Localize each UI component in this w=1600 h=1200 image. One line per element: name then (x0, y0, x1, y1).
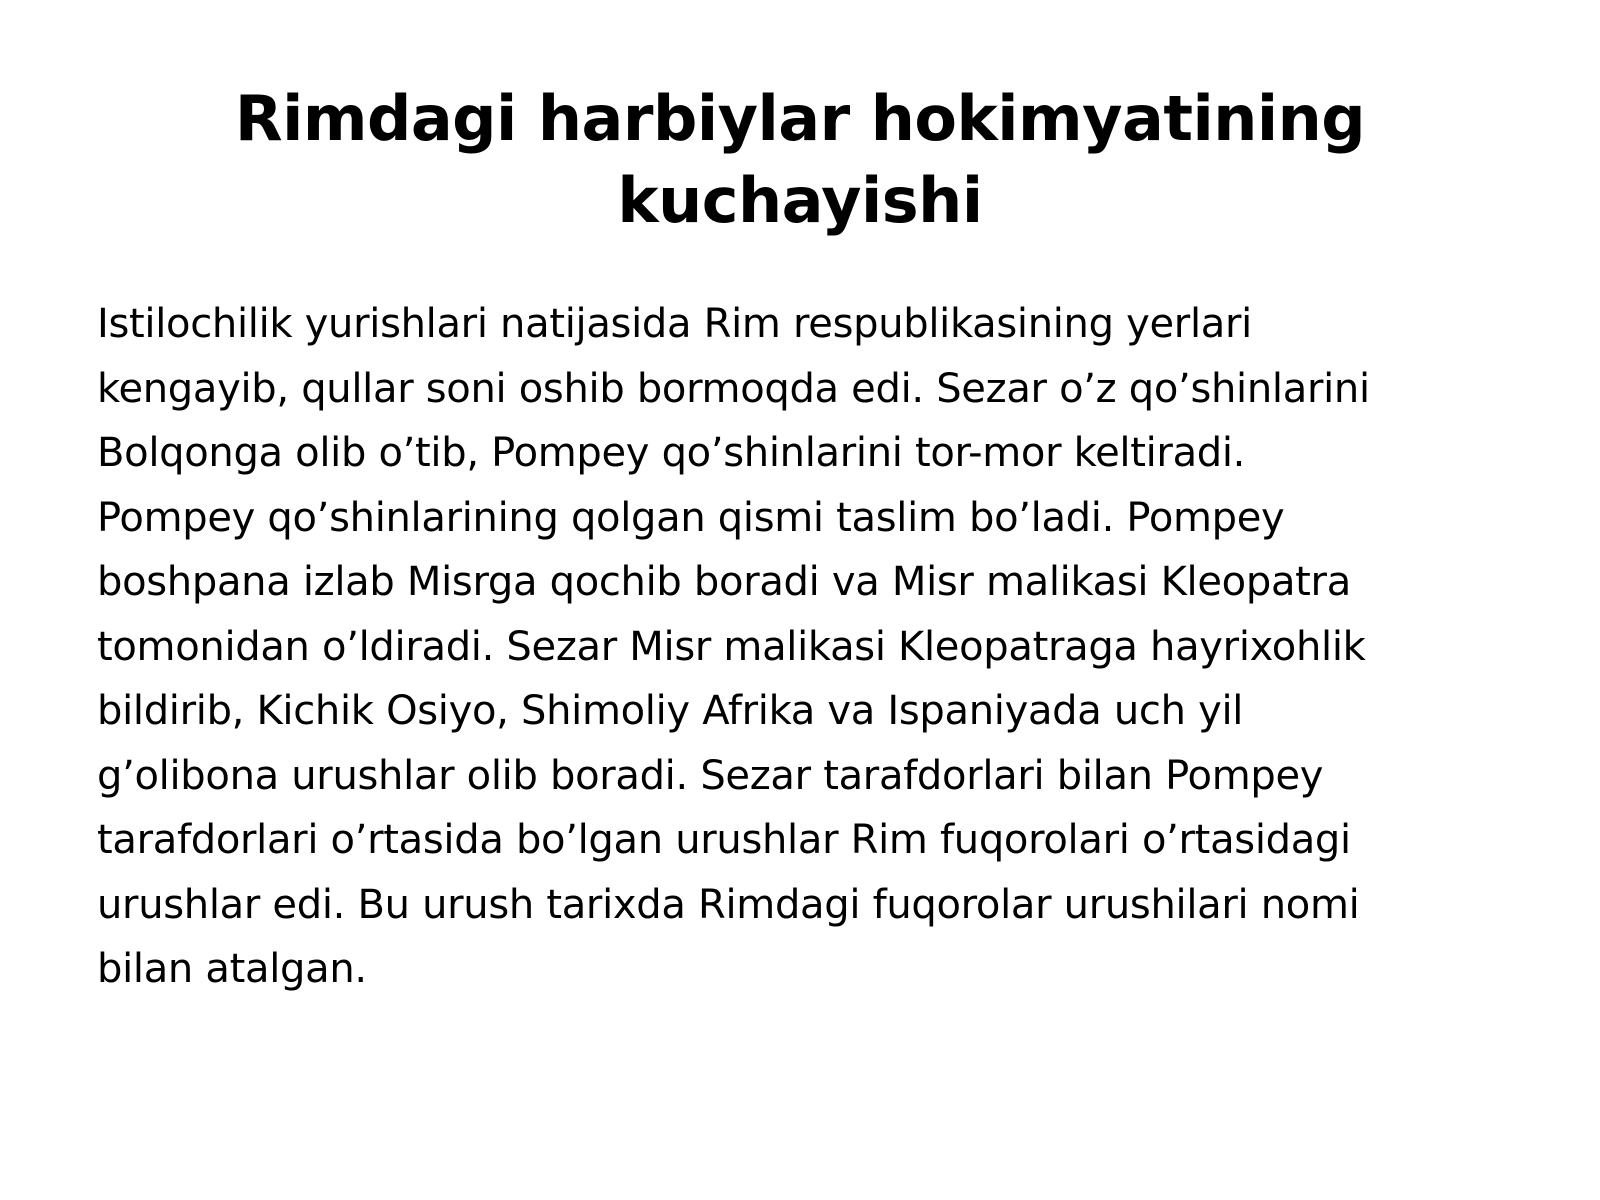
body-line-5: boshpana izlab Misrga qochib boradi va Misr malikasi Kleopatra (97, 559, 1351, 605)
body-line-2: kengayib, qullar soni oshib bormoqda edi. Sezar o’z qo’shinlarini (97, 365, 1370, 412)
body-line-1: Istilochilik yurishlari natijasida Rim respublikasining yerlari (97, 301, 1252, 347)
slide-title-line-1: Rimdagi harbiylar hokimyatining (234, 82, 1366, 155)
body-line-3: Bolqonga olib o’tib, Pompey qo’shinlarini tor-mor keltiradi. (97, 430, 1246, 476)
slide-body-text (97, 292, 1517, 1002)
slide-title (100, 78, 1500, 242)
body-line-8: g’olibona urushlar olib boradi. Sezar tarafdorlari bilan Pompey (97, 752, 1324, 799)
body-line-10: urushlar edi. Bu urush tarixda Rimdagi fuqorolar urushilari nomi (97, 881, 1360, 928)
body-line-7: bildirib, Kichik Osiyo, Shimoliy Afrika va Ispaniyada uch yil (97, 688, 1244, 734)
body-line-9: tarafdorlari o’rtasida bo’lgan urushlar Rim fuqorolari o’rtasidagi (97, 817, 1351, 863)
body-line-11: bilan atalgan. (97, 946, 367, 992)
slide-title-line-2: kuchayishi (617, 164, 983, 237)
body-line-6: tomonidan o’ldiradi. Sezar Misr malikasi Kleopatraga hayrixohlik (97, 623, 1366, 670)
body-line-4: Pompey qo’shinlarining qolgan qismi taslim bo’ladi. Pompey (97, 494, 1285, 541)
